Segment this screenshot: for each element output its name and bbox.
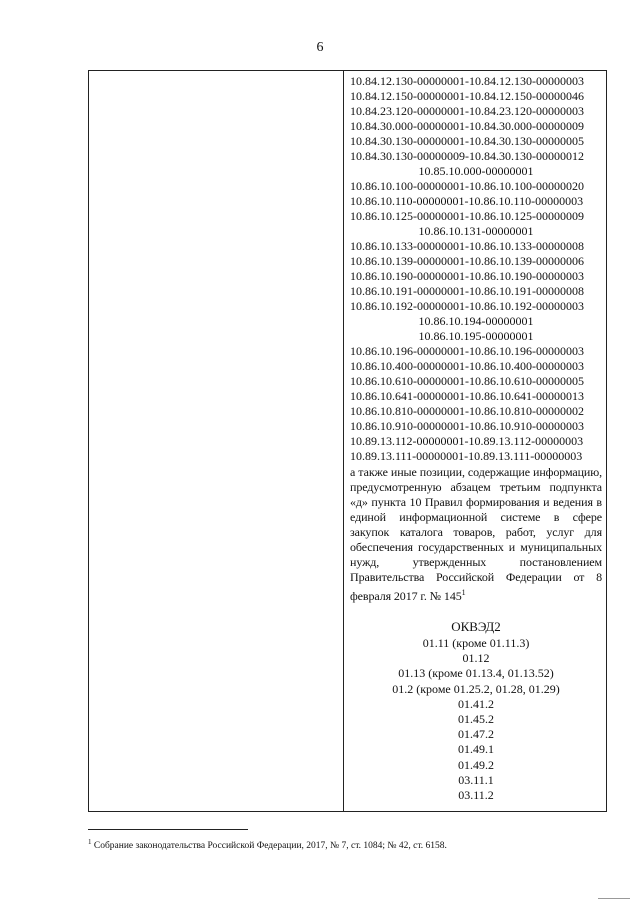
catalog-code-line: 10.86.10.125-00000001-10.86.10.125-00000009 [350,209,584,223]
catalog-code-line: 10.86.10.910-00000001-10.86.10.910-00000003 [350,419,584,433]
paragraph-text: а также иные позиции, содержащие информацию, предусмотренную абзацем третьим подпункта «д» пункта 10 Правил формирования и ведения в единой информационной системе в сфере закупок каталога товаров, работ, услуг для обеспечения государственных и муниципальных нужд, утвержденных постановлением Правительства Российской Федерации от 8 февраля 2017 г. № 145 [350,465,602,603]
document-table [88,70,607,812]
catalog-note-paragraph [350,465,602,604]
okved-code-line: 01.49.1 [458,742,494,757]
okved-code-line: 01.47.2 [458,727,494,742]
okved-code-line: 01.49.2 [458,757,494,772]
okved-code-line: 01.13 (кроме 01.13.4, 01.13.52) [398,666,554,681]
catalog-code-line: 10.86.10.196-00000001-10.86.10.196-00000003 [350,344,584,358]
catalog-code-line: 10.86.10.191-00000001-10.86.10.191-00000008 [350,284,584,298]
okved-code-line: 01.2 (кроме 01.25.2, 01.28, 01.29) [392,681,560,696]
catalog-code-line: 10.86.10.131-00000001 [418,224,534,238]
page-number: 6 [316,40,324,55]
catalog-code-line: 10.86.10.190-00000001-10.86.10.190-00000003 [350,269,584,283]
catalog-code-line: 10.84.12.130-00000001-10.84.12.130-00000003 [350,74,584,88]
catalog-code-line: 10.84.30.000-00000001-10.84.30.000-00000009 [350,119,584,133]
catalog-code-line: 10.86.10.400-00000001-10.86.10.400-00000003 [350,359,584,373]
catalog-code-line: 10.86.10.195-00000001 [418,329,534,343]
catalog-code-line: 10.89.13.112-00000001-10.89.13.112-00000003 [350,434,584,448]
catalog-code-line: 10.86.10.610-00000001-10.86.10.610-00000005 [350,374,584,388]
catalog-code-line: 10.86.10.810-00000001-10.86.10.810-00000002 [350,404,584,418]
catalog-code-line: 10.86.10.641-00000001-10.86.10.641-00000013 [350,389,584,403]
scan-edge-mark [598,898,630,899]
okved-code-line: 01.41.2 [458,696,494,711]
catalog-code-line: 10.84.30.130-00000001-10.84.30.130-00000005 [350,134,584,148]
okved-title: ОКВЭД2 [451,619,501,634]
right-cell [350,74,602,803]
catalog-code-line: 10.86.10.194-00000001 [418,314,534,328]
footnote-separator [88,829,248,830]
catalog-code-line: 10.84.30.130-00000009-10.84.30.130-00000012 [350,149,584,163]
catalog-code-line: 10.86.10.110-00000001-10.86.10.110-00000003 [350,194,584,208]
catalog-code-line: 10.84.23.120-00000001-10.84.23.120-00000003 [350,104,584,118]
footnote-text: Собрание законодательства Российской Федерации, 2017, № 7, ст. 1084; № 42, ст. 6158. [93,841,447,852]
column-divider [343,71,344,811]
okved-code-line: 01.11 (кроме 01.11.3) [422,636,530,650]
okved-code-line: 01.45.2 [458,712,494,727]
catalog-code-line: 10.89.13.111-00000001-10.89.13.111-00000003 [350,449,583,463]
catalog-code-line: 10.86.10.192-00000001-10.86.10.192-00000003 [350,299,584,313]
footnote-ref: 1 [461,588,466,597]
footnote [88,836,447,852]
catalog-code-line: 10.86.10.100-00000001-10.86.10.100-00000020 [350,179,584,193]
okved-code-line: 03.11.1 [458,772,494,787]
catalog-code-line: 10.86.10.133-00000001-10.86.10.133-00000008 [350,239,584,253]
catalog-code-line: 10.84.12.150-00000001-10.84.12.150-00000046 [350,89,584,103]
okved-code-line: 03.11.2 [458,788,494,803]
catalog-code-line: 10.85.10.000-00000001 [418,164,534,178]
okved-code-line: 01.12 [462,651,490,666]
okved-block [350,618,602,803]
okved-code-list [350,636,602,803]
footnote-marker: 1 [88,838,92,846]
catalog-code-list [350,74,602,464]
catalog-code-line: 10.86.10.139-00000001-10.86.10.139-00000006 [350,254,584,268]
